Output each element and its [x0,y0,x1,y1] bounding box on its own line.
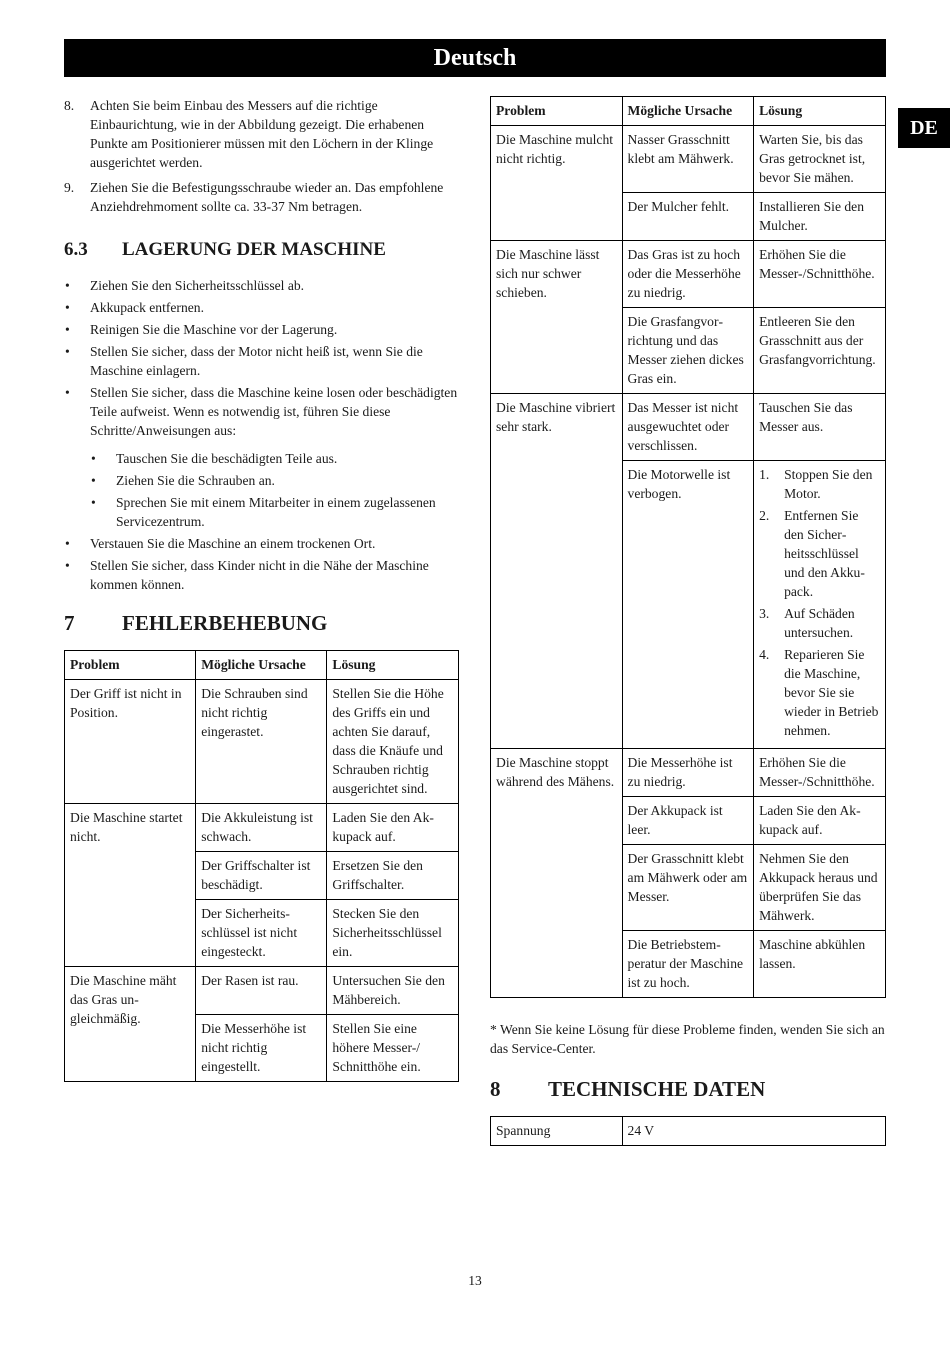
page-header: Deutsch [64,39,886,77]
repair-step-number: 1. [759,467,770,482]
problem-cell: Die Maschine stoppt während des Mähens. [491,749,623,998]
page-number: 13 [468,1273,482,1288]
cause-cell: Die Schrauben sind nicht richtig eingerastet. [196,680,327,804]
install-steps [64,96,459,216]
problem-cell: Die Maschine mulcht nicht richtig. [491,126,623,241]
bullet-item [64,556,459,594]
bullet-item [64,383,459,531]
troubleshooting-heading [64,610,459,636]
bullet-text: Ziehen Sie den Sicherheitsschlüssel ab. [90,278,305,293]
cause-cell: Die Messerhöhe ist nicht richtig eingestellt. [196,1015,327,1082]
bullet-text: Stellen Sie sicher, dass der Motor nicht heiß ist, wenn Sie die Maschine einlagern. [90,344,423,378]
repair-step [759,645,880,740]
header-solution: Lösung [327,651,459,680]
header-cause: Mögliche Ursache [196,651,327,680]
problem-cell: Der Griff ist nicht in Position. [65,680,196,804]
repair-step-number: 3. [759,606,770,621]
table-row [491,126,886,193]
step-text: Achten Sie beim Einbau des Messers auf die richtige Einbaurichtung, wie in der Abbildung gezeigt. Die erhabenen Punkte am Positionierer müssen mit den Löchern in der Klinge ausgerichtet werden. [90,98,434,170]
cause-cell: Der Sicherheitsschlüssel ist nicht eingesteckt. [196,900,327,967]
table-header-row [491,97,886,126]
repair-steps [759,465,880,740]
cause-cell: Das Messer ist nicht ausgewuchtet oder verschlissen. [622,394,754,461]
solution-cell: Stecken Sie den Sicherheitsschlüssel ein. [327,900,459,967]
solution-cell: Warten Sie, bis das Gras getrocknet ist, bevor Sie mähen. [754,126,886,193]
repair-step-number: 4. [759,647,770,662]
specs-table [490,1116,886,1146]
solution-cell: Stellen Sie die Höhe des Griffs ein und achten Sie darauf, dass die Knäufe und Schrauben richtig ausgerichtet sind. [327,680,459,804]
table-row [491,241,886,308]
step-number: 9. [64,180,75,195]
solution-cell: Maschine abkühlen lassen. [754,931,886,998]
solution-cell: Laden Sie den Akkupack auf. [327,804,459,852]
step-text: Ziehen Sie die Befestigungsschraube wieder an. Das empfohlene Anziehdrehmoment sollte ca. 33-37 Nm betragen. [90,180,444,214]
sub-bullet-text: Tauschen Sie die beschädigten Teile aus. [116,451,338,466]
bullet-item [64,320,459,339]
solution-cell: Entleeren Sie den Grasschnitt aus der Grasfangvorrichtung. [754,308,886,394]
spec-value: 24 V [622,1117,885,1146]
bullet-item [64,534,459,553]
cause-cell: Der Griffschalter ist beschädigt. [196,852,327,900]
spec-label: Spannung [491,1117,623,1146]
repair-step-text: Entfernen Sie den Sicherheitsschlüssel und den Akkupack. [784,508,865,599]
table-row [65,804,459,852]
step-number: 8. [64,98,75,113]
section-number: 8 [490,1077,501,1101]
storage-heading [64,238,459,262]
solution-cell: Erhöhen Sie die Messer-/Schnitthöhe. [754,749,886,797]
bullet-item [64,298,459,317]
cause-cell: Die Betriebstemperatur der Maschine ist zu hoch. [622,931,754,998]
section-title: FEHLERBEHEBUNG [122,611,328,635]
storage-bullets [64,276,459,594]
solution-cell: Ersetzen Sie den Griffschalter. [327,852,459,900]
cause-cell: Der Akkupack ist leer. [622,797,754,845]
section-number: 6.3 [64,239,88,260]
bullet-text: Reinigen Sie die Maschine vor der Lagerung. [90,322,338,337]
cause-cell: Die Grasfangvorrichtung und das Messer ziehen dickes Gras ein. [622,308,754,394]
troubleshooting-table-left [64,650,459,1082]
install-step [64,96,459,172]
header-cause: Mögliche Ursache [622,97,754,126]
right-column [490,96,886,1146]
problem-cell: Die Maschine mäht das Gras ungleichmäßig. [65,967,196,1082]
solution-cell: Laden Sie den Akkupack auf. [754,797,886,845]
cause-cell: Der Rasen ist rau. [196,967,327,1015]
cause-cell: Der Grasschnitt klebt am Mähwerk oder am Messer. [622,845,754,931]
solution-cell [754,461,886,749]
install-step [64,178,459,216]
solution-cell: Tauschen Sie das Messer aus. [754,394,886,461]
sub-bullet-text: Sprechen Sie mit einem Mitarbeiter in einem zugelassenen Servicezentrum. [116,495,436,529]
problem-cell: Die Maschine lässt sich nur schwer schieben. [491,241,623,394]
specs-heading [490,1076,886,1102]
table-row [491,1117,886,1146]
repair-step-text: Stoppen Sie den Motor. [784,467,873,501]
left-column [64,96,459,1082]
repair-step-text: Reparieren Sie die Maschine, bevor Sie sie wieder in Betrieb nehmen. [784,647,879,738]
bullet-text: Stellen Sie sicher, dass Kinder nicht in die Nähe der Maschine kommen können. [90,558,429,592]
sub-bullet-item [64,449,459,468]
sub-bullet-item [64,471,459,490]
solution-cell: Untersuchen Sie den Mähbereich. [327,967,459,1015]
bullet-text: Verstauen Sie die Maschine an einem trockenen Ort. [90,536,376,551]
sub-bullet-text: Ziehen Sie die Schrauben an. [116,473,275,488]
solution-cell: Stellen Sie eine höhere Messer-/ Schnitthöhe ein. [327,1015,459,1082]
repair-step-number: 2. [759,508,770,523]
cause-cell: Die Akkuleistung ist schwach. [196,804,327,852]
header-problem: Problem [65,651,196,680]
sub-bullets [64,449,459,531]
header-problem: Problem [491,97,623,126]
repair-step-text: Auf Schäden untersuchen. [784,606,855,640]
bullet-text: Stellen Sie sicher, dass die Maschine keine losen oder beschädigten Teile aufweist. Wenn es notwendig ist, führen Sie diese Schritte/Anweisungen aus: [90,385,458,438]
repair-step [759,465,880,503]
cause-cell: Die Motorwelle ist verbogen. [622,461,754,749]
cause-cell: Nasser Grasschnitt klebt am Mähwerk. [622,126,754,193]
table-header-row [65,651,459,680]
language-tab: DE [898,108,950,148]
section-title: TECHNISCHE DATEN [548,1077,766,1101]
repair-step [759,604,880,642]
solution-cell: Nehmen Sie den Akkupack heraus und überprüfen Sie das Mähwerk. [754,845,886,931]
cause-cell: Der Mulcher fehlt. [622,193,754,241]
section-title: LAGERUNG DER MASCHINE [122,239,386,260]
bullet-item [64,342,459,380]
problem-cell: Die Maschine startet nicht. [65,804,196,967]
table-row [491,749,886,797]
solution-cell: Installieren Sie den Mulcher. [754,193,886,241]
header-solution: Lösung [754,97,886,126]
troubleshooting-table-right [490,96,886,998]
cause-cell: Die Messerhöhe ist zu niedrig. [622,749,754,797]
table-row [491,394,886,461]
repair-step [759,506,880,601]
bullet-item [64,276,459,295]
sub-bullet-item [64,493,459,531]
table-row [65,967,459,1015]
bullet-text: Akkupack entfernen. [90,300,204,315]
table-row [65,680,459,804]
problem-cell: Die Maschine vibriert sehr stark. [491,394,623,749]
solution-cell: Erhöhen Sie die Messer-/Schnitthöhe. [754,241,886,308]
section-number: 7 [64,611,75,635]
footnote: * Wenn Sie keine Lösung für diese Probleme finden, wenden Sie sich an das Service-Center. [490,1022,885,1056]
cause-cell: Das Gras ist zu hoch oder die Messerhöhe zu niedrig. [622,241,754,308]
